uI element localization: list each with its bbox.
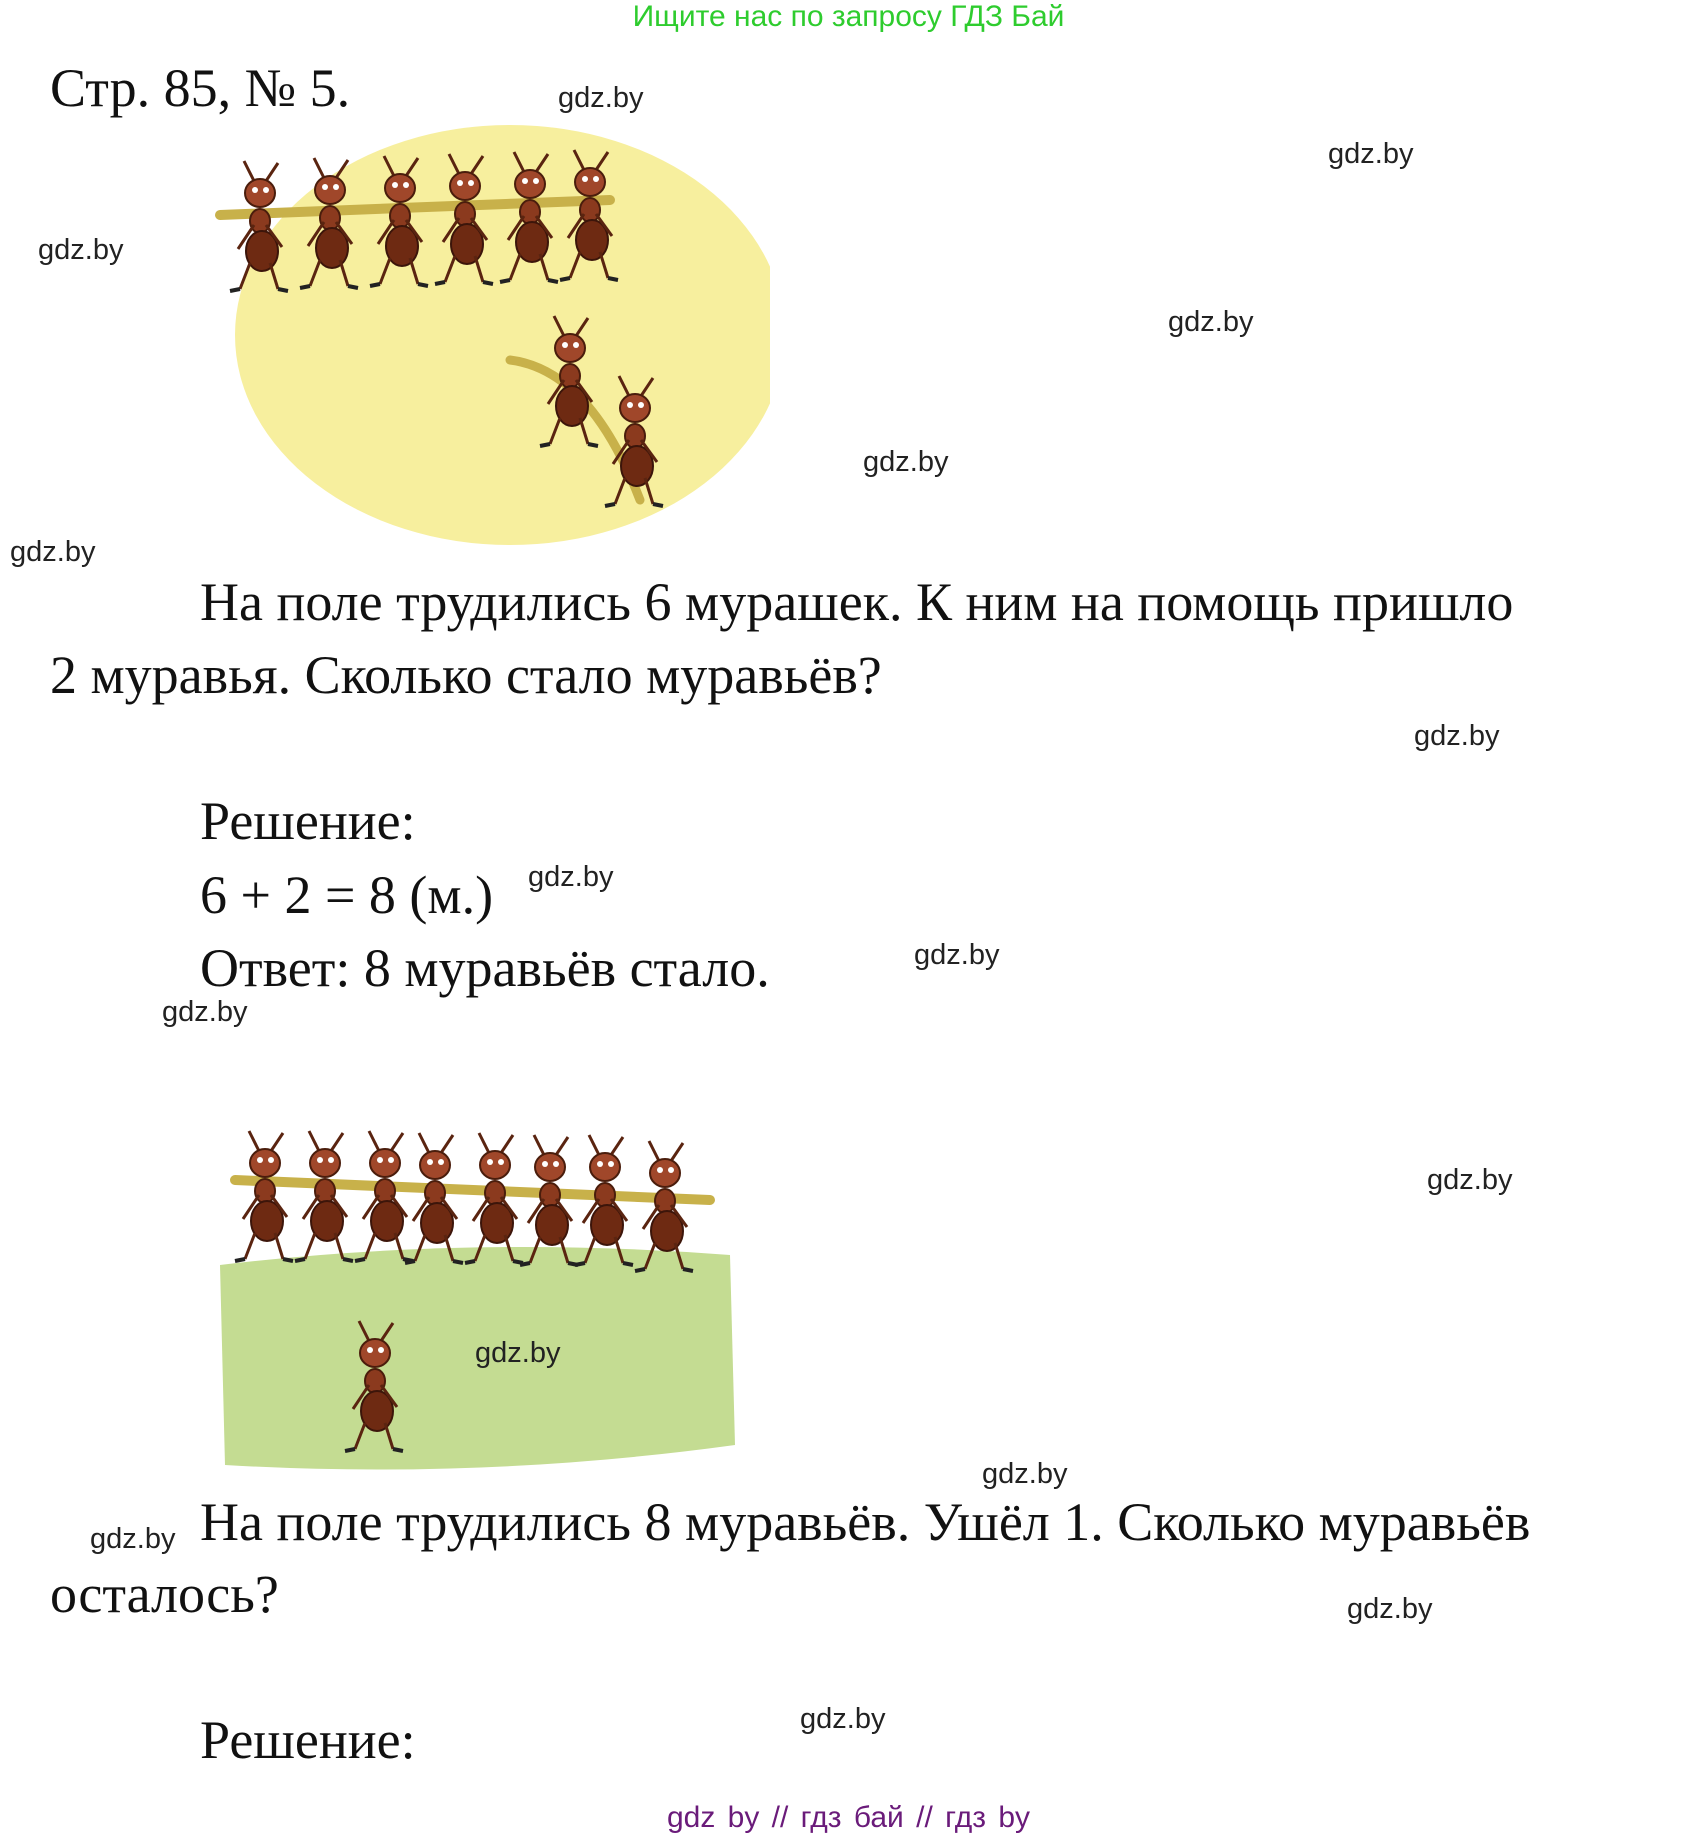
watermark: gdz.by [1414,720,1500,752]
problem2-line1: На поле трудились 8 муравьёв. Ушёл 1. Сколько муравьёв [200,1492,1531,1552]
watermark: gdz.by [1347,1593,1433,1625]
watermark: gdz.by [162,996,248,1028]
exercise-reference: Стр. 85, № 5. [50,58,351,118]
problem1-solution-label: Решение: [200,791,416,851]
watermark: gdz.by [10,536,96,568]
watermark: gdz.by [982,1458,1068,1490]
top-banner: Ищите нас по запросу ГДЗ Бай [632,0,1065,33]
watermark: gdz.by [914,939,1000,971]
problem1-equation: 6 + 2 = 8 (м.) [200,865,494,925]
problem2-solution-label: Решение: [200,1710,416,1770]
watermark: gdz.by [1427,1164,1513,1196]
watermark: gdz.by [558,82,644,114]
watermark: gdz.by [1168,306,1254,338]
watermark: gdz.by [90,1523,176,1555]
ants-carrying-stick-yellow-icon [210,120,770,560]
problem1-answer: Ответ: 8 муравьёв стало. [200,938,770,998]
problem1-line2: 2 муравья. Сколько стало муравьёв? [50,645,882,705]
watermark: gdz.by [38,234,124,266]
footer-links: gdz by // гдз бай // гдз by [666,1801,1031,1834]
problem1-line1: На поле трудились 6 мурашек. К ним на помощь пришло [200,572,1514,632]
problem2-line2: осталось? [50,1564,279,1624]
watermark: gdz.by [528,861,614,893]
watermark: gdz.by [475,1337,561,1369]
watermark: gdz.by [1328,138,1414,170]
ants-carrying-stick-green-icon [210,1085,750,1485]
watermark: gdz.by [863,446,949,478]
watermark: gdz.by [800,1703,886,1735]
